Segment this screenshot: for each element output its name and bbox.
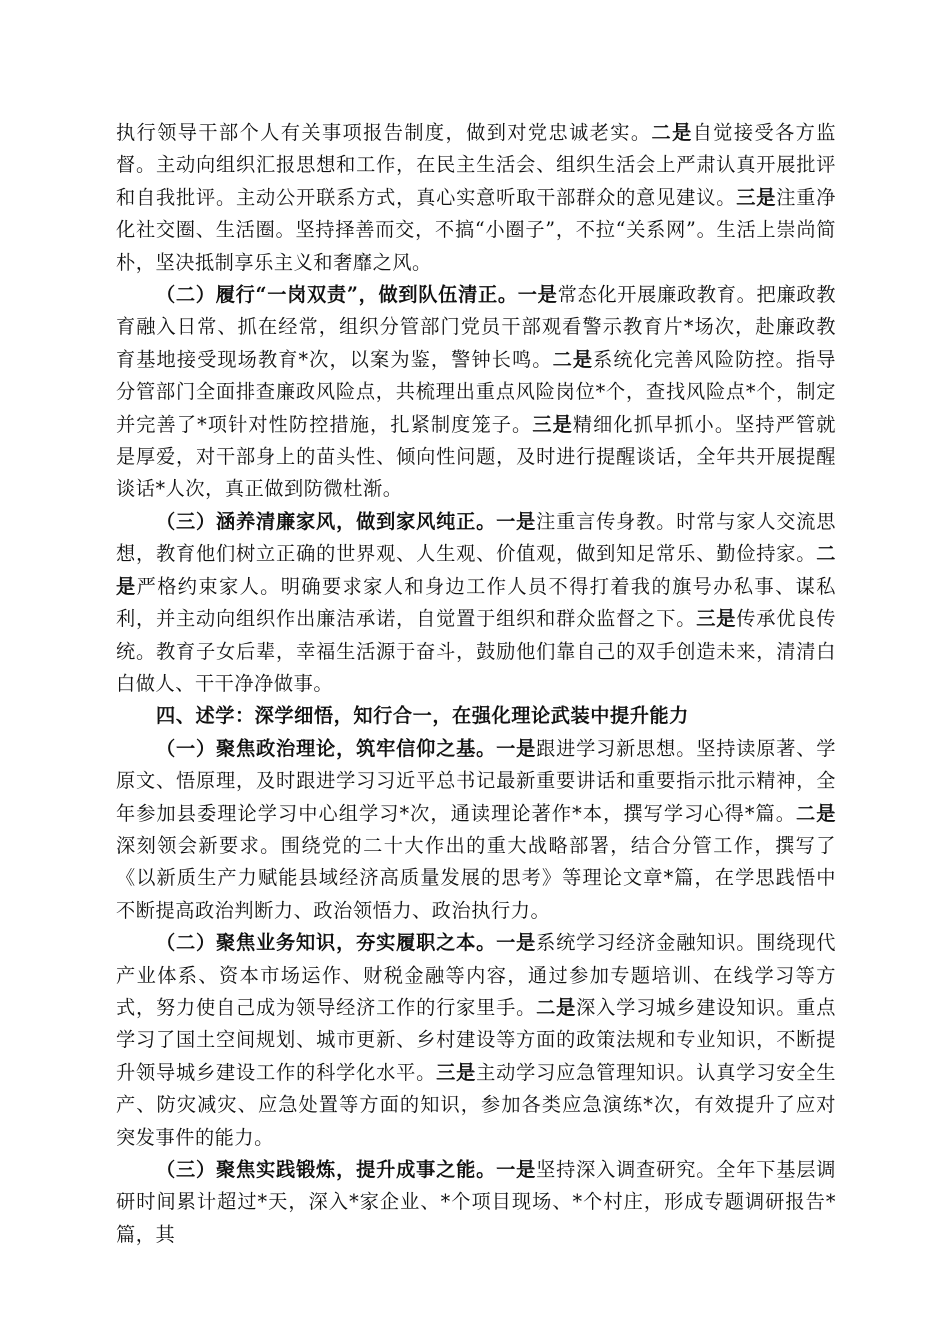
bold-marker: 二是 xyxy=(796,801,836,825)
text-segment: 主动学习应急管理知识。认真学习安全生产、防灾减灾、应急处置等方面的知识，参加各类应急演练*次，有效提升了应对突发事件的能力。 xyxy=(116,1060,836,1149)
section-subheading: （三）聚焦实践锻炼，提升成事之能。 xyxy=(156,1158,497,1181)
text-segment: 深刻领会新要求。围绕党的二十大作出的重大战略部署，结合分管工作，撰写了《以新质生产力赋能县域经济高质量发展的思考》等理论文章*篇，在学思践悟中不断提高政治判断力、政治领悟力、政治执行力。 xyxy=(116,833,836,922)
bold-marker: 三是 xyxy=(532,412,573,436)
text-segment: 坚持深入调查研究。全年下基层调研时间累计超过*天，深入*家企业、*个项目现场、*个村庄，形成专题调研报告*篇，其 xyxy=(116,1158,836,1246)
section-subheading: （三）涵养清廉家风，做到家风纯正。 xyxy=(156,509,497,533)
heading-text: 四、述学：深学细悟，知行合一，在强化理论武装中提升能力 xyxy=(156,704,689,728)
paragraph-political-theory xyxy=(116,733,836,927)
text-segment: 常态化开展廉政教育。把廉政教育融入日常、抓在经常，组织分管部门党员干部观看警示教育片*场次，赴廉政教育基地接受现场教育*次，以案为鉴，警钟长鸣。 xyxy=(116,283,836,371)
text-segment: 执行领导干部个人有关事项报告制度，做到对党忠诚老实。 xyxy=(116,121,652,144)
bold-marker: 一是 xyxy=(496,736,537,760)
bold-marker: 三是 xyxy=(696,607,737,631)
bold-marker: 三是 xyxy=(736,185,777,209)
text-segment: 精细化抓早抓小。坚持严管就是厚爱，对干部身上的苗头性、倾向性问题，及时进行提醒谈话，全年共开展提醒谈话*人次，真正做到防微杜渐。 xyxy=(116,412,836,501)
bold-marker: 一是 xyxy=(496,509,537,533)
bold-marker: 一是 xyxy=(517,283,558,307)
paragraph-business-knowledge xyxy=(116,927,836,1154)
text-segment: 系统化完善风险防控。指导分管部门全面排查廉政风险点，共梳理出重点风险岗位*个，查找风险点*个，制定并完善了*项针对性防控措施，扎紧制度笼子。 xyxy=(116,347,836,436)
text-segment: 深入学习城乡建设知识。重点学习了国土空间规划、城市更新、乡村建设等方面的政策法规和专业知识，不断提升领导城乡建设工作的科学化水平。 xyxy=(116,995,836,1084)
bold-marker: 一是 xyxy=(496,931,537,955)
bold-marker: 二是 xyxy=(116,542,836,598)
text-segment: 系统学习经济金融知识。围绕现代产业体系、资本市场运作、财税金融等内容，通过参加专题培训、在线学习等方式，努力使自己成为领导经济工作的行家里手。 xyxy=(116,931,836,1019)
bold-marker: 二是 xyxy=(552,347,594,371)
text-segment: 注重言传身教。时常与家人交流思想，教育他们树立正确的世界观、人生观、价值观，做到知足常乐、勤俭持家。 xyxy=(116,509,836,566)
bold-marker: 一是 xyxy=(496,1158,537,1181)
section-subheading: （二）履行“一岗双责”，做到队伍清正。 xyxy=(156,283,518,307)
text-segment: 跟进学习新思想。坚持读原著、学原文、悟原理，及时跟进学习习近平总书记最新重要讲话和重要指示批示精神，全年参加县委理论学习中心组学习*次，通读理论著作*本，撰写学习心得*篇。 xyxy=(116,736,836,825)
text-segment: 严格约束家人。明确要求家人和身边工作人员不得打着我的旗号办私事、谋私利，并主动向组织作出廉洁承诺，自觉置于组织和群众监督之下。 xyxy=(116,574,836,631)
text-segment: 自觉接受各方监督。主动向组织汇报思想和工作，在民主生活会、组织生活会上严肃认真开展批评和自我批评。主动公开联系方式，真心实意听取干部群众的意见建议。 xyxy=(116,121,836,209)
section-heading-study xyxy=(116,700,836,732)
section-subheading: （二）聚焦业务知识，夯实履职之本。 xyxy=(156,931,497,955)
bold-marker: 三是 xyxy=(436,1060,477,1084)
paragraph-one-post-dual-duty xyxy=(116,279,836,506)
paragraph-family-style xyxy=(116,506,836,700)
document-body xyxy=(116,117,836,1251)
paragraph-supervision xyxy=(116,117,836,279)
text-segment: 传承优良传统。教育子女后辈，幸福生活源于奋斗，鼓励他们靠自己的双手创造未来，清清白白做人、干干净净做事。 xyxy=(116,607,837,695)
paragraph-practice xyxy=(116,1154,836,1251)
section-subheading: （一）聚焦政治理论，筑牢信仰之基。 xyxy=(156,736,497,760)
text-segment: 注重净化社交圈、生活圈。坚持择善而交，不搞“小圈子”，不拉“关系网”。生活上崇尚简朴，坚决抵制享乐主义和奢靡之风。 xyxy=(116,185,836,274)
bold-marker: 二是 xyxy=(536,995,577,1019)
bold-marker: 二是 xyxy=(651,121,693,144)
